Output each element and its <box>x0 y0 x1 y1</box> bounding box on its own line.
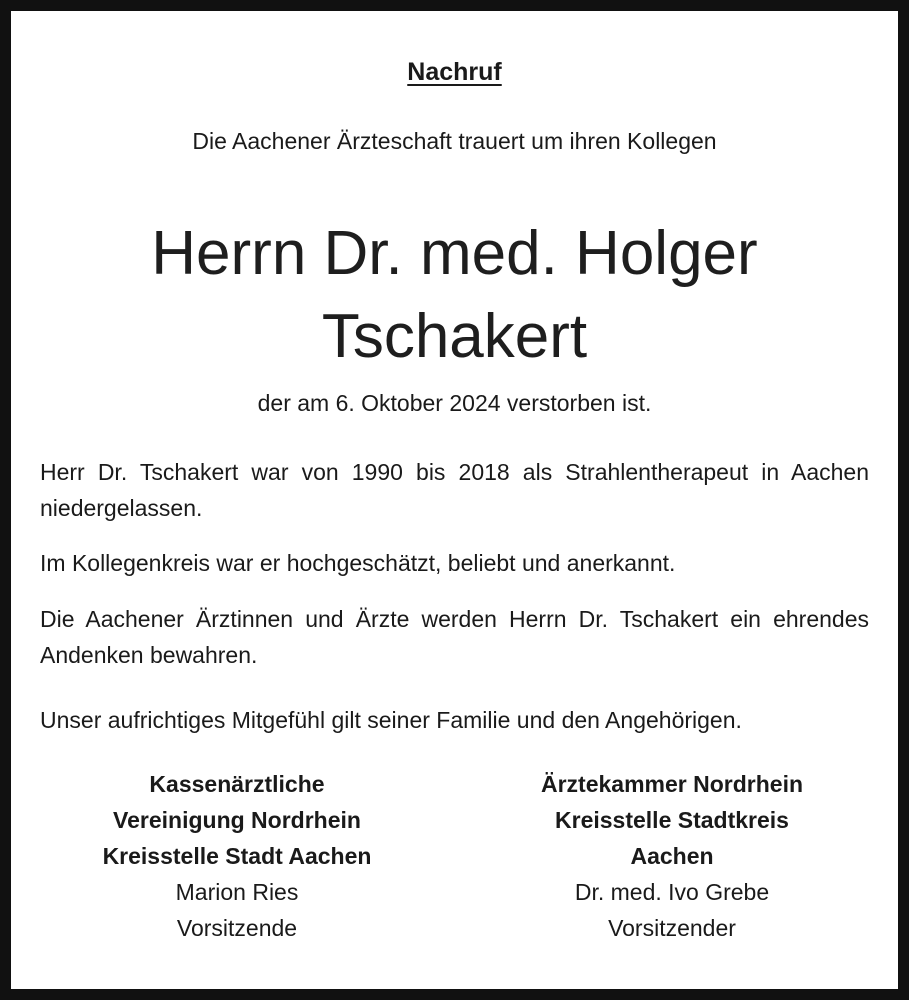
organization-line: Kreisstelle Stadt Aachen <box>102 843 372 869</box>
signatory-role: Vorsitzende <box>176 915 298 941</box>
signatory-role: Vorsitzender <box>608 915 736 941</box>
signatory-aek <box>472 766 872 946</box>
paragraph-condolence: Unser aufrichtiges Mitgefühl gilt seiner Familie und den Angehörigen. <box>40 707 742 733</box>
deceased-name-line-1: Herrn Dr. med. Holger <box>151 219 758 288</box>
signatory-person: Marion Ries <box>175 879 299 905</box>
signatory-kv <box>37 766 437 946</box>
intro-line: Die Aachener Ärzteschaft trauert um ihren Kollegen <box>192 128 717 154</box>
signatory-organization <box>472 766 872 874</box>
organization-line: Ärztekammer Nordrhein <box>540 771 804 797</box>
signatory-organization <box>37 766 437 874</box>
paragraph-remembrance: Die Aachener Ärztinnen und Ärzte werden Herrn Dr. Tschakert ein ehrendes Andenken bewahren. <box>40 606 869 668</box>
organization-line: Vereinigung Nordrhein <box>113 807 361 833</box>
deceased-name-line-2: Tschakert <box>321 302 588 371</box>
deceased-name <box>40 212 869 378</box>
organization-line: Kassenärztliche <box>149 771 325 797</box>
paragraph-esteem: Im Kollegenkreis war er hochgeschätzt, beliebt und anerkannt. <box>40 550 676 576</box>
death-notice: der am 6. Oktober 2024 verstorben ist. <box>257 390 652 416</box>
organization-line: Aachen <box>630 843 714 869</box>
signatory-person: Dr. med. Ivo Grebe <box>574 879 770 905</box>
organization-line: Kreisstelle Stadtkreis <box>555 807 789 833</box>
notice-heading: Nachruf <box>407 58 502 86</box>
paragraph-career: Herr Dr. Tschakert war von 1990 bis 2018 als Strahlentherapeut in Aachen niedergelassen. <box>40 459 869 521</box>
